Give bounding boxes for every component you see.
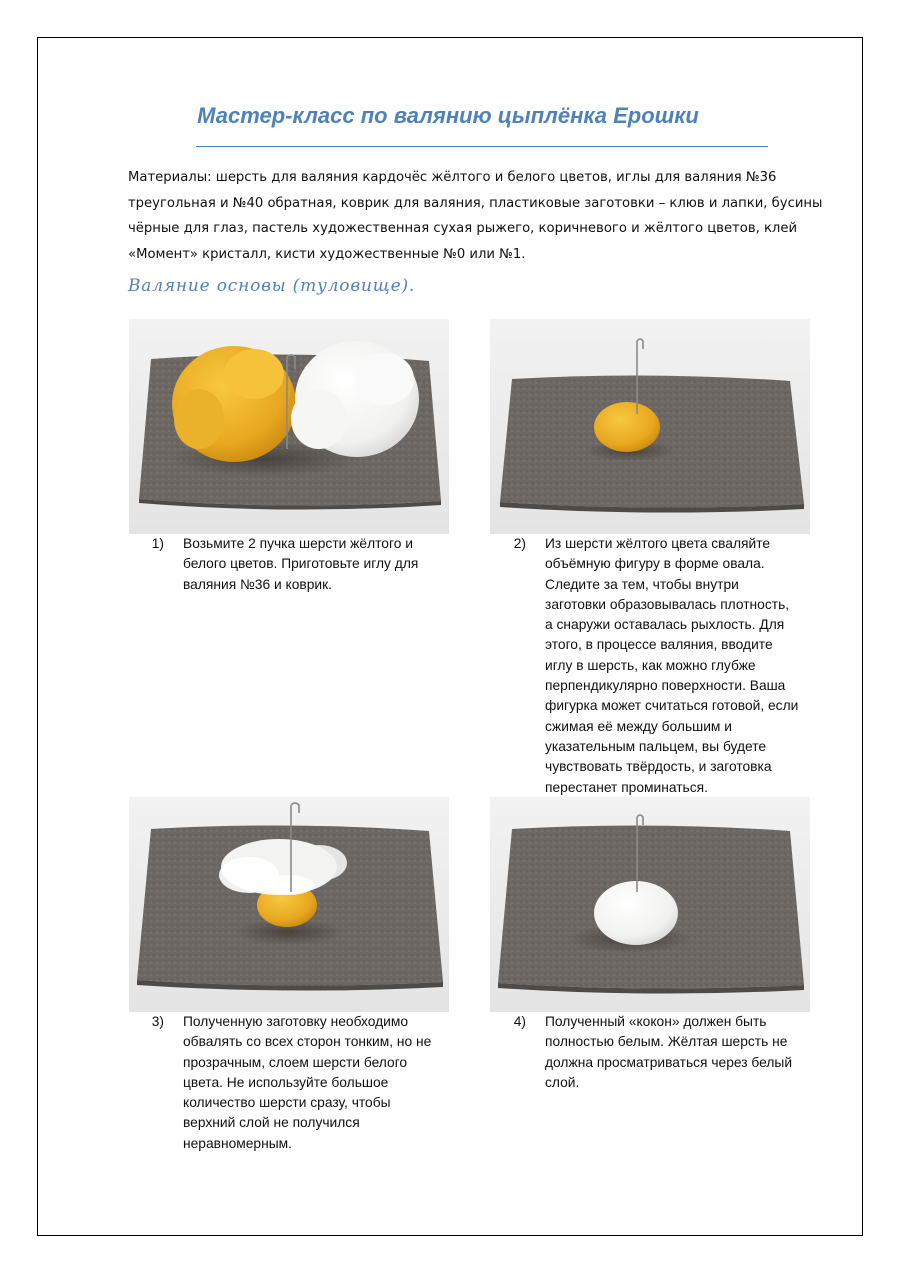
step-3	[138, 1012, 438, 1154]
step-text: Из шерсти жёлтого цвета сваляйте объёмную фигуру в форме овала. Следите за тем, чтобы внутри заготовки образовывалась плотность, а снаружи оставалась рыхлость. Для этого, в процессе валяния, вводите иглу в шерсть, как можно глубже перпендикулярно поверхности. Ваша фигурка может считаться готовой, если сжимая её между большим и указательным пальцем, вы будете чувствовать твёрдость, и заготовка перестанет проминаться.	[545, 536, 799, 795]
step-4	[500, 1012, 800, 1093]
step-3-photo	[129, 797, 449, 1012]
step-number: 4)	[513, 1014, 526, 1029]
title-underline	[196, 146, 768, 147]
step-text: Возьмите 2 пучка шерсти жёлтого и белого цветов. Приготовьте иглу для валяния №36 и коврик.	[183, 536, 419, 592]
white-cocoon	[594, 881, 678, 945]
step-number: 1)	[151, 536, 164, 551]
yellow-wool	[172, 346, 296, 462]
materials-paragraph: Материалы: шерсть для валяния кардочёс жёлтого и белого цветов, иглы для валяния №36 треугольная и №40 обратная, коврик для валяния, пластиковые заготовки – клюв и лапки, бусины чёрные для глаз, пастель художественная сухая рыжего, коричневого и жёлтого цветов, клей «Момент» кристалл, кисти художественные №0 или №1.	[128, 170, 823, 262]
yellow-wool-oval	[594, 402, 660, 452]
step-1	[138, 534, 438, 595]
document-title: Мастер-класс по валянию цыплёнка Ерошки	[197, 103, 699, 128]
step-text: Полученную заготовку необходимо обвалять со всех сторон тонким, но не прозрачным, слоем шерсти белого цвета. Не используйте большое количество шерсти сразу, чтобы верхний слой не получился неравномерным.	[183, 1014, 432, 1151]
step-number: 2)	[513, 536, 526, 551]
step-number: 3)	[151, 1014, 164, 1029]
step-4-photo	[490, 797, 810, 1012]
step-2	[500, 534, 800, 798]
step-text: Полученный «кокон» должен быть полностью белым. Жёлтая шерсть не должна просматриваться через белый слой.	[545, 1014, 793, 1090]
step-1-photo	[129, 319, 449, 534]
step-2-photo	[490, 319, 810, 534]
section-heading: Валяние основы (туловище).	[128, 276, 416, 296]
